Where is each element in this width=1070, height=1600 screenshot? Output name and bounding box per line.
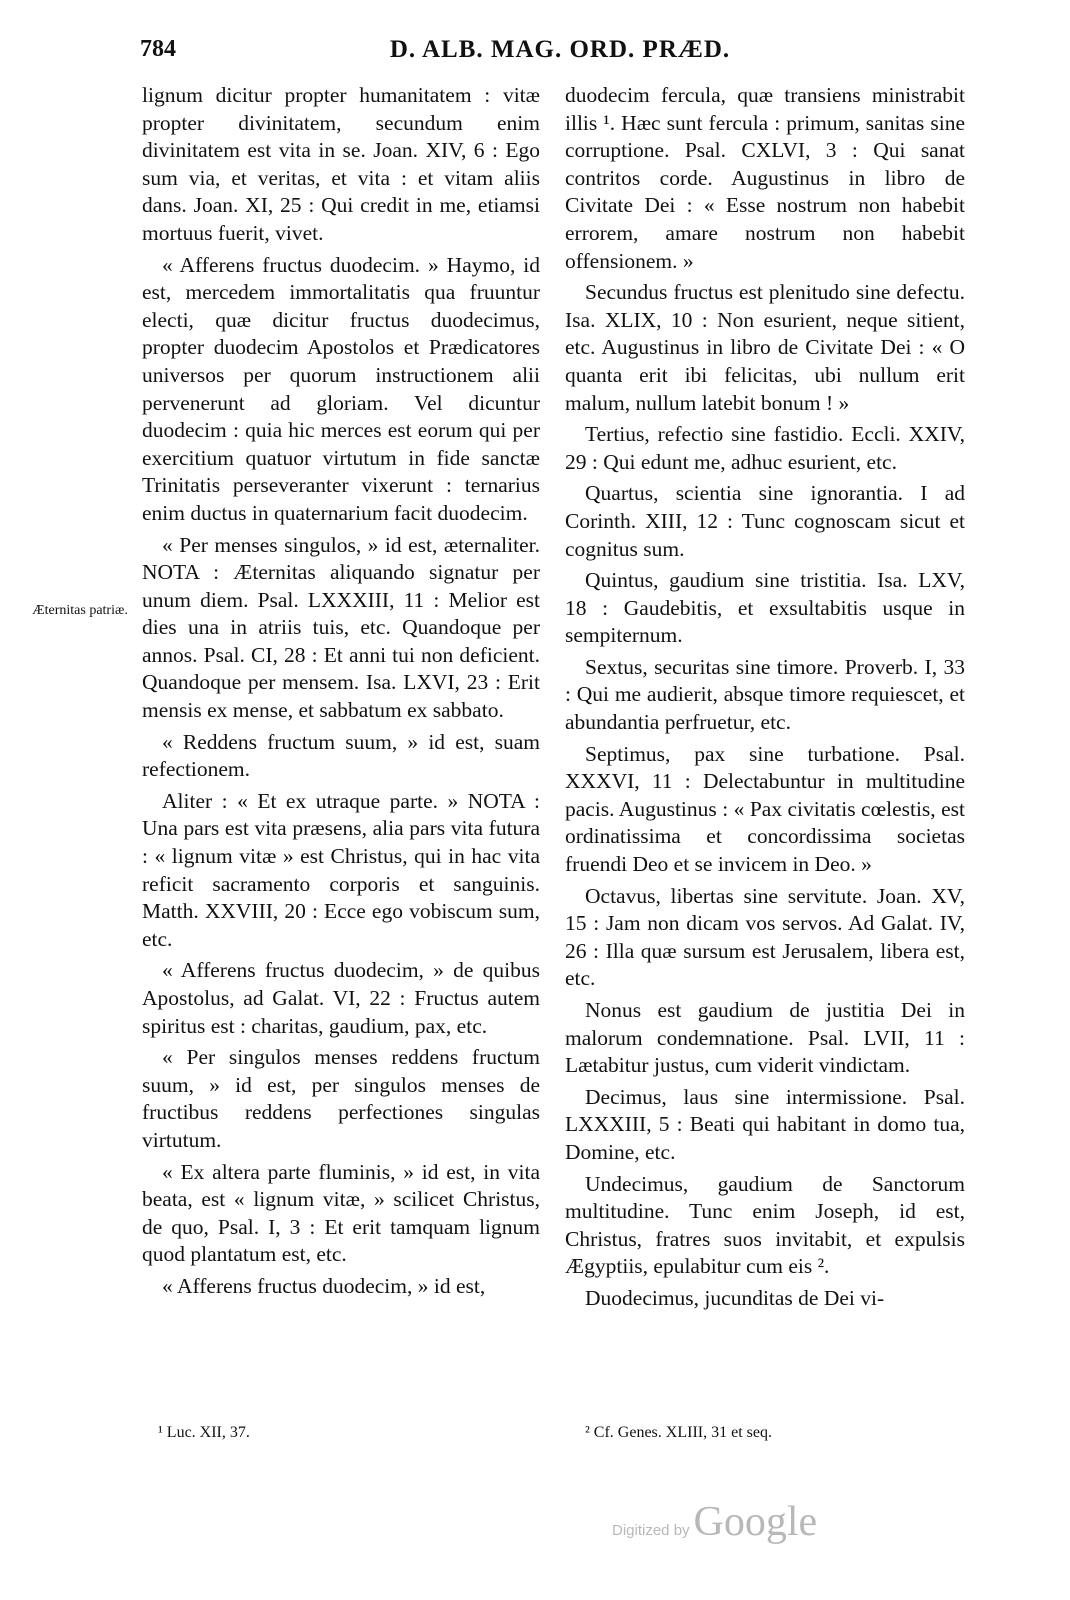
- paragraph: Septimus, pax sine turbatione. Psal. XXXVI, 11 : Delectabuntur in multitudine pacis. Augustinus : « Pax civitatis cœlestis, est ordinatissima et concordissima societas fruendi Deo et se invicem in Deo. »: [565, 741, 965, 877]
- paragraph: « Afferens fructus duodecim, » de quibus Apostolus, ad Galat. VI, 22 : Fructus autem spiritus est : charitas, gaudium, pax, etc.: [142, 958, 540, 1038]
- paragraph: Aliter : « Et ex utraque parte. » NOTA : Una pars est vita præsens, alia pars vita futura : « lignum vitæ » est Christus, qui in hac vita reficit sacramento corporis et sanguinis. Matth. XXVIII, 20 : Ecce ego vobiscum sum, etc.: [142, 788, 540, 951]
- google-logo: Google: [693, 1499, 818, 1545]
- running-title: D. ALB. MAG. ORD. PRÆD.: [389, 36, 731, 63]
- paragraph: Quintus, gaudium sine tristitia. Isa. LXV, 18 : Gaudebitis, et exsultabitis usque in sempiternum.: [565, 568, 965, 648]
- paragraph: « Afferens fructus duodecim. » Haymo, id est, mercedem immortalitatis qua fruuntur electi, quæ dicitur fructus duodecimus, propter duodecim Apostolos et Prædicatores universos per quorum instructionem alii pervenerunt ad gloriam. Vel dicuntur duodecim : quia hic merces est eorum qui per exercitium quatuor virtutum in fide sanctæ Trinitatis perseveranter vixerunt : ternarius enim ductus in quaternarium facit duodecim.: [142, 252, 540, 525]
- paragraph: « Reddens fructum suum, » id est, suam refectionem.: [142, 729, 540, 782]
- paragraph: « Per menses singulos, » id est, æternaliter. NOTA : Æternitas aliquando signatur per unum diem. Psal. LXXXIII, 11 : Melior est dies una in atriis tuis, etc. Quandoque per annos. Psal. CI, 28 : Et anni tui non deficient. Quandoque per mensem. Isa. LXVI, 23 : Erit mensis ex mense, et sabbatum ex sabbato.: [142, 532, 540, 723]
- paragraph: Secundus fructus est plenitudo sine defectu. Isa. XLIX, 10 : Non esurient, neque sitient, etc. Augustinus in libro de Civitate Dei : « O quanta erit ibi felicitas, ubi nullum erit malum, nullum latebit bonum ! »: [565, 280, 965, 415]
- left-column: [142, 82, 540, 1305]
- paragraph: Decimus, laus sine intermissione. Psal. LXXXIII, 5 : Beati qui habitant in domo tua, Domine, etc.: [565, 1084, 965, 1164]
- footnote-left: ¹ Luc. XII, 37.: [158, 1424, 250, 1441]
- paragraph: Quartus, scientia sine ignorantia. I ad Corinth. XIII, 12 : Tunc cognoscam sicut et cognitus sum.: [565, 481, 965, 561]
- running-header: [140, 36, 980, 76]
- margin-note: Æternitas patriæ.: [32, 603, 128, 618]
- paragraph: Undecimus, gaudium de Sanctorum multitudine. Tunc enim Joseph, id est, Christus, fratres suos invitabit, et expulsis Ægyptiis, epulabitur cum eis ².: [565, 1171, 965, 1279]
- paragraph: Duodecimus, jucunditas de Dei vi-: [585, 1285, 885, 1310]
- paragraph: lignum dicitur propter humanitatem : vitæ propter divinitatem, secundum enim divinitatem est vita in se. Joan. XIV, 6 : Ego sum via, et veritas, et vita : et vitam aliis dans. Joan. XI, 25 : Qui credit in me, etiamsi mortuus fuerit, vivet.: [142, 83, 540, 245]
- right-column: [565, 82, 965, 1317]
- paragraph: « Per singulos menses reddens fructum suum, » id est, per singulos menses de fructibus reddens perfectiones singulas virtutum.: [142, 1045, 540, 1152]
- paragraph: Sextus, securitas sine timore. Proverb. I, 33 : Qui me audierit, absque timore requiescet, et abundantia perfruetur, etc.: [565, 654, 965, 735]
- paragraph: Octavus, libertas sine servitute. Joan. XV, 15 : Jam non dicam vos servos. Ad Galat. IV, 26 : Illa quæ sursum est Jerusalem, libera est, etc.: [565, 883, 965, 991]
- digitized-watermark: [612, 1498, 817, 1546]
- footnote-right: ² Cf. Genes. XLIII, 31 et seq.: [585, 1424, 772, 1441]
- paragraph: Tertius, refectio sine fastidio. Eccli. XXIV, 29 : Qui edunt me, adhuc esurient, etc.: [565, 422, 965, 474]
- paragraph: « Ex altera parte fluminis, » id est, in vita beata, est « lignum vitæ, » scilicet Christus, de quo, Psal. I, 3 : Et erit tamquam lignum quod plantatum est, etc.: [142, 1159, 540, 1267]
- watermark-prefix: Digitized by: [612, 1522, 690, 1539]
- paragraph: duodecim fercula, quæ transiens ministrabit illis ¹. Hæc sunt fercula : primum, sanitas sine corruptione. Psal. CXLVI, 3 : Qui sanat contritos corde. Augustinus in libro de Civitate Dei : « Esse nostrum non habebit errorem, amare nostrum non habebit offensionem. »: [565, 83, 965, 273]
- paragraph: Nonus est gaudium de justitia Dei in malorum condemnatione. Psal. LVII, 11 : Lætabitur justus, cum viderit vindictam.: [565, 998, 965, 1078]
- paragraph: « Afferens fructus duodecim, » id est,: [162, 1273, 486, 1298]
- page-number: 784: [140, 36, 176, 62]
